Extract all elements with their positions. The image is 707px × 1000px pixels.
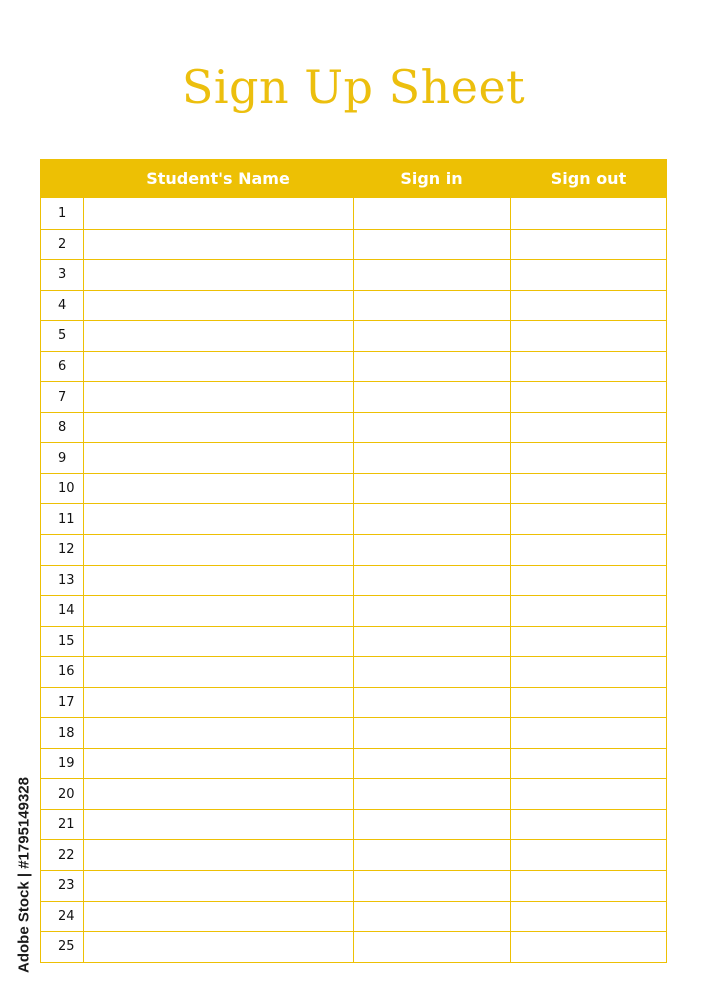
table-row — [41, 198, 666, 229]
sign-in-cell[interactable] — [353, 810, 510, 840]
table-row — [41, 473, 666, 504]
sign-in-cell[interactable] — [353, 902, 510, 932]
student-name-cell[interactable] — [83, 352, 353, 382]
student-name-cell[interactable] — [83, 504, 353, 534]
sign-in-cell[interactable] — [353, 688, 510, 718]
row-number: 12 — [58, 542, 75, 558]
sign-in-cell[interactable] — [353, 413, 510, 443]
student-name-cell[interactable] — [83, 198, 353, 229]
table-row — [41, 901, 666, 932]
student-name-cell[interactable] — [83, 902, 353, 932]
sign-out-cell[interactable] — [510, 688, 666, 718]
table-row — [41, 717, 666, 748]
student-name-cell[interactable] — [83, 840, 353, 870]
row-number: 9 — [58, 450, 67, 466]
row-number: 8 — [58, 420, 67, 436]
student-name-cell[interactable] — [83, 443, 353, 473]
student-name-cell[interactable] — [83, 688, 353, 718]
sign-in-cell[interactable] — [353, 871, 510, 901]
table-row — [41, 931, 666, 962]
student-name-cell[interactable] — [83, 718, 353, 748]
sign-in-cell[interactable] — [353, 779, 510, 809]
table-row — [41, 870, 666, 901]
sign-out-cell[interactable] — [510, 321, 666, 351]
student-name-cell[interactable] — [83, 291, 353, 321]
sign-in-cell[interactable] — [353, 657, 510, 687]
student-name-cell[interactable] — [83, 627, 353, 657]
table-row — [41, 534, 666, 565]
table-row — [41, 259, 666, 290]
row-number: 22 — [58, 847, 75, 863]
student-name-cell[interactable] — [83, 566, 353, 596]
watermark-text: Adobe Stock | #1795149328 — [15, 777, 33, 973]
table-row — [41, 809, 666, 840]
table-row — [41, 839, 666, 870]
row-number: 20 — [58, 786, 75, 802]
sign-in-cell[interactable] — [353, 382, 510, 412]
table-row — [41, 229, 666, 260]
table-row — [41, 656, 666, 687]
sign-in-cell[interactable] — [353, 291, 510, 321]
sign-in-cell[interactable] — [353, 718, 510, 748]
sign-out-cell[interactable] — [510, 504, 666, 534]
sign-in-cell[interactable] — [353, 749, 510, 779]
table-row — [41, 626, 666, 657]
row-number: 14 — [58, 603, 75, 619]
sign-out-cell[interactable] — [510, 413, 666, 443]
row-number: 4 — [58, 297, 67, 313]
table-row — [41, 442, 666, 473]
sign-in-cell[interactable] — [353, 230, 510, 260]
row-number: 13 — [58, 572, 75, 588]
student-name-cell[interactable] — [83, 413, 353, 443]
sign-in-cell[interactable] — [353, 840, 510, 870]
sign-in-cell[interactable] — [353, 198, 510, 229]
row-number: 11 — [58, 511, 75, 527]
table-row — [41, 503, 666, 534]
column-header-sign-in: Sign in — [400, 169, 463, 188]
student-name-cell[interactable] — [83, 260, 353, 290]
table-row — [41, 412, 666, 443]
row-number: 10 — [58, 481, 75, 497]
sign-in-cell[interactable] — [353, 627, 510, 657]
student-name-cell[interactable] — [83, 810, 353, 840]
sign-in-cell[interactable] — [353, 474, 510, 504]
sign-out-cell[interactable] — [510, 718, 666, 748]
student-name-cell[interactable] — [83, 596, 353, 626]
table-row — [41, 687, 666, 718]
student-name-cell[interactable] — [83, 749, 353, 779]
table-row — [41, 290, 666, 321]
row-number: 2 — [58, 236, 67, 252]
student-name-cell[interactable] — [83, 535, 353, 565]
table-row — [41, 595, 666, 626]
sign-in-cell[interactable] — [353, 260, 510, 290]
row-number: 1 — [58, 205, 67, 221]
sign-out-cell[interactable] — [510, 871, 666, 901]
table-row — [41, 381, 666, 412]
row-number: 19 — [58, 756, 75, 772]
sign-in-cell[interactable] — [353, 596, 510, 626]
page-title: Sign Up Sheet — [181, 60, 526, 114]
sign-in-cell[interactable] — [353, 321, 510, 351]
sign-out-cell[interactable] — [510, 474, 666, 504]
table-body — [40, 198, 667, 963]
student-name-cell[interactable] — [83, 321, 353, 351]
sign-up-table — [40, 159, 667, 963]
student-name-cell[interactable] — [83, 474, 353, 504]
row-number: 17 — [58, 695, 75, 711]
student-name-cell[interactable] — [83, 871, 353, 901]
sign-out-cell[interactable] — [510, 657, 666, 687]
sign-out-cell[interactable] — [510, 260, 666, 290]
sign-out-cell[interactable] — [510, 198, 666, 229]
table-row — [41, 565, 666, 596]
row-number: 7 — [58, 389, 67, 405]
sign-out-cell[interactable] — [510, 566, 666, 596]
student-name-cell[interactable] — [83, 932, 353, 962]
sign-out-cell[interactable] — [510, 749, 666, 779]
sign-in-cell[interactable] — [353, 443, 510, 473]
sign-in-cell[interactable] — [353, 535, 510, 565]
sign-out-cell[interactable] — [510, 840, 666, 870]
column-header-student-name: Student's Name — [146, 169, 290, 188]
table-row — [41, 351, 666, 382]
sign-in-cell[interactable] — [353, 566, 510, 596]
sign-in-cell[interactable] — [353, 352, 510, 382]
row-number: 18 — [58, 725, 75, 741]
sign-in-cell[interactable] — [353, 932, 510, 962]
student-name-cell[interactable] — [83, 382, 353, 412]
sign-out-cell[interactable] — [510, 810, 666, 840]
sign-out-cell[interactable] — [510, 230, 666, 260]
sign-out-cell[interactable] — [510, 779, 666, 809]
table-row — [41, 320, 666, 351]
sign-out-cell[interactable] — [510, 627, 666, 657]
row-number: 5 — [58, 328, 67, 344]
row-number: 23 — [58, 878, 75, 894]
sign-in-cell[interactable] — [353, 504, 510, 534]
sign-out-cell[interactable] — [510, 535, 666, 565]
row-number: 21 — [58, 817, 75, 833]
row-number: 24 — [58, 908, 75, 924]
student-name-cell[interactable] — [83, 230, 353, 260]
sign-out-cell[interactable] — [510, 596, 666, 626]
row-number: 25 — [58, 939, 75, 955]
row-number: 16 — [58, 664, 75, 680]
table-row — [41, 778, 666, 809]
watermark — [13, 760, 35, 990]
sign-out-cell[interactable] — [510, 352, 666, 382]
sign-out-cell[interactable] — [510, 291, 666, 321]
sign-out-cell[interactable] — [510, 902, 666, 932]
sign-out-cell[interactable] — [510, 932, 666, 962]
student-name-cell[interactable] — [83, 657, 353, 687]
sign-out-cell[interactable] — [510, 382, 666, 412]
column-header-sign-out: Sign out — [550, 169, 627, 188]
table-row — [41, 748, 666, 779]
row-number: 6 — [58, 359, 67, 374]
row-number: 15 — [58, 633, 75, 649]
sign-out-cell[interactable] — [510, 443, 666, 473]
row-number: 3 — [58, 267, 67, 283]
table-header — [40, 159, 667, 198]
student-name-cell[interactable] — [83, 779, 353, 809]
